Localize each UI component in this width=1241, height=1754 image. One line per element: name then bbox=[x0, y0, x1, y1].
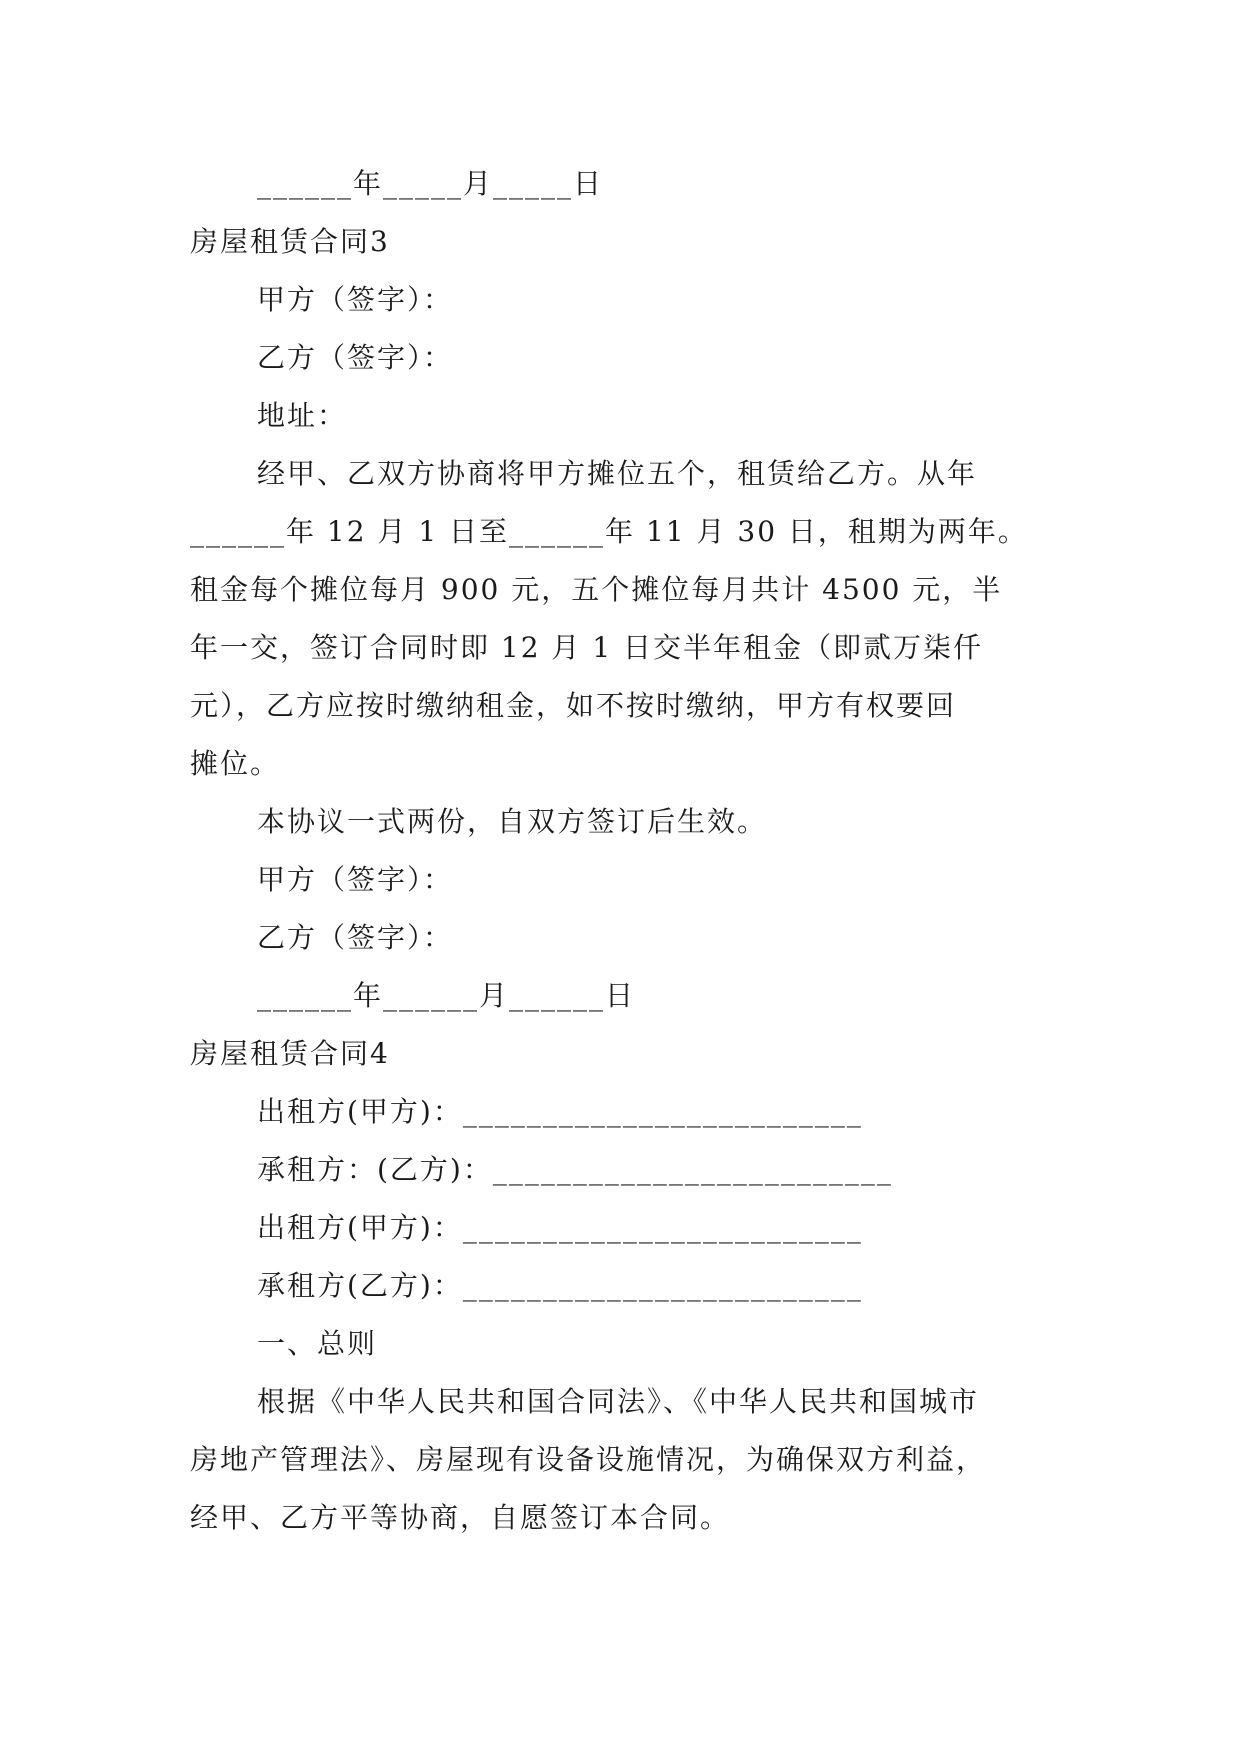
party-a-signature: 甲方（签字）： bbox=[257, 863, 454, 896]
lessee-field: 承租方：(乙方)：_________________________ bbox=[257, 1153, 893, 1186]
paragraph-line: 租金每个摊位每月 900 元，五个摊位每月共计 4500 元，半 bbox=[190, 573, 1003, 606]
address-line: 地址： bbox=[257, 399, 348, 432]
contract-title: 房屋租赁合同4 bbox=[190, 1037, 390, 1070]
party-b-signature: 乙方（签字）： bbox=[257, 341, 454, 374]
date-line: ______年______月______日 bbox=[257, 979, 636, 1012]
paragraph-line: 元），乙方应按时缴纳租金，如不按时缴纳，甲方有权要回 bbox=[190, 689, 957, 722]
paragraph-line: 经甲、乙双方协商将甲方摊位五个，租赁给乙方。从年 bbox=[257, 457, 978, 490]
paragraph-line: 经甲、乙方平等协商，自愿签订本合同。 bbox=[190, 1501, 731, 1534]
party-b-signature: 乙方（签字）： bbox=[257, 921, 454, 954]
lessor-field: 出租方(甲方)：_________________________ bbox=[257, 1211, 863, 1244]
section-heading: 一、总则 bbox=[257, 1327, 378, 1360]
date-line: ______年_____月_____日 bbox=[257, 167, 604, 200]
paragraph-line: ______年 12 月 1 日至______年 11 月 30 日，租期为两年。 bbox=[190, 515, 1028, 548]
paragraph-line: 本协议一式两份，自双方签订后生效。 bbox=[257, 805, 768, 838]
paragraph-line: 房地产管理法》、房屋现有设备设施情况，为确保双方利益， bbox=[190, 1443, 987, 1476]
party-a-signature: 甲方（签字）： bbox=[257, 283, 454, 316]
lessee-field: 承租方(乙方)：_________________________ bbox=[257, 1269, 863, 1302]
contract-title: 房屋租赁合同3 bbox=[190, 225, 390, 258]
lessor-field: 出租方(甲方)：_________________________ bbox=[257, 1095, 863, 1128]
paragraph-line: 摊位。 bbox=[190, 747, 281, 780]
paragraph-line: 年一交，签订合同时即 12 月 1 日交半年租金（即贰万柒仟 bbox=[190, 631, 984, 664]
paragraph-line: 根据《中华人民共和国合同法》、《中华人民共和国城市 bbox=[257, 1385, 980, 1418]
